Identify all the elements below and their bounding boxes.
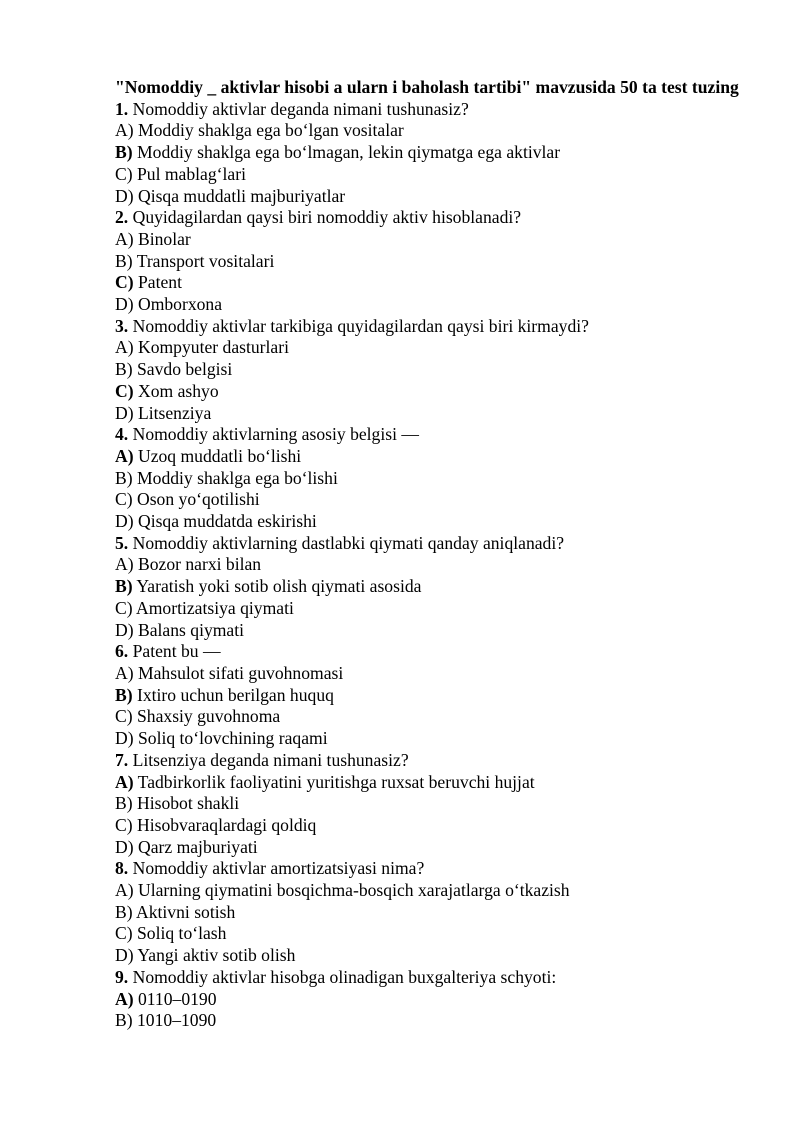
answer-option (115, 164, 755, 186)
answer-option (115, 945, 755, 967)
correct-option-key: A) (115, 988, 134, 1009)
answer-option (115, 620, 755, 642)
correct-option-key: C) (115, 272, 134, 293)
option-key: C) (115, 163, 133, 184)
option-text: Moddiy shaklga ega bo‘lgan vositalar (137, 120, 404, 141)
question-list (115, 99, 755, 1032)
option-text: Omborxona (137, 294, 223, 315)
answer-option (115, 403, 755, 425)
answer-option (115, 337, 755, 359)
question-text: Quyidagilardan qaysi biri nomoddiy aktiv hisoblanadi? (132, 207, 522, 228)
option-text: Moddiy shaklga ega bo‘lmagan, lekin qiymatga ega aktivlar (137, 142, 561, 163)
option-key: C) (115, 814, 133, 835)
answer-option (115, 772, 755, 794)
option-key: B) (115, 250, 133, 271)
option-key: A) (115, 337, 134, 358)
option-text: Yaratish yoki sotib olish qiymati asosida (136, 576, 422, 597)
question-number: 4. (115, 424, 129, 445)
option-text: 1010–1090 (137, 1010, 217, 1031)
answer-option (115, 793, 755, 815)
answer-option (115, 359, 755, 381)
answer-option (115, 989, 755, 1011)
option-text: Shaxsiy guvohnoma (137, 706, 281, 727)
option-key: A) (115, 880, 134, 901)
answer-option (115, 251, 755, 273)
option-key: B) (115, 901, 133, 922)
option-text: Litsenziya (137, 402, 212, 423)
option-key: D) (115, 728, 134, 749)
option-key: B) (115, 359, 133, 380)
option-key: B) (115, 1010, 133, 1031)
option-text: 0110–0190 (137, 988, 217, 1009)
question-text: Nomoddiy aktivlar deganda nimani tushunasiz? (132, 98, 469, 119)
question (115, 99, 755, 121)
option-key: D) (115, 402, 134, 423)
question-text: Nomoddiy aktivlar amortizatsiyasi nima? (132, 858, 425, 879)
answer-option (115, 142, 755, 164)
correct-option-key: B) (115, 576, 133, 597)
correct-option-key: C) (115, 380, 134, 401)
question-number: 6. (115, 641, 129, 662)
answer-option (115, 294, 755, 316)
answer-option (115, 685, 755, 707)
option-key: C) (115, 923, 133, 944)
question (115, 207, 755, 229)
question-text: Patent bu — (132, 641, 221, 662)
option-text: Hisobot shakli (137, 793, 240, 814)
answer-option (115, 489, 755, 511)
document-page (115, 77, 755, 1032)
option-text: Soliq to‘lash (137, 923, 227, 944)
question (115, 858, 755, 880)
question-number: 2. (115, 207, 129, 228)
answer-option (115, 576, 755, 598)
option-key: D) (115, 511, 134, 532)
option-text: Uzoq muddatli bo‘lishi (137, 445, 302, 466)
option-text: Aktivni sotish (136, 901, 236, 922)
answer-option (115, 554, 755, 576)
option-text: Hisobvaraqlardagi qoldiq (137, 814, 317, 835)
answer-option (115, 229, 755, 251)
question-text: Litsenziya deganda nimani tushunasiz? (132, 749, 409, 770)
answer-option (115, 381, 755, 403)
option-text: Transport vositalari (136, 250, 275, 271)
option-text: Qisqa muddatli majburiyatlar (137, 185, 346, 206)
question (115, 424, 755, 446)
question (115, 316, 755, 338)
option-key: C) (115, 706, 133, 727)
question (115, 750, 755, 772)
option-key: D) (115, 294, 134, 315)
question-text: Nomoddiy aktivlarning dastlabki qiymati qanday aniqlanadi? (132, 532, 565, 553)
option-text: Moddiy shaklga ega bo‘lishi (137, 467, 338, 488)
option-key: A) (115, 662, 134, 683)
option-key: D) (115, 836, 134, 857)
answer-option (115, 706, 755, 728)
question (115, 533, 755, 555)
option-text: Qarz majburiyati (137, 836, 258, 857)
answer-option (115, 511, 755, 533)
question-number: 1. (115, 98, 129, 119)
correct-option-key: B) (115, 684, 133, 705)
option-text: Xom ashyo (137, 380, 219, 401)
option-key: D) (115, 945, 134, 966)
option-key: C) (115, 489, 133, 510)
question-number: 5. (115, 532, 129, 553)
question-text: Nomoddiy aktivlar hisobga olinadigan buxgalteriya schyoti: (132, 966, 557, 987)
question (115, 641, 755, 663)
answer-option (115, 837, 755, 859)
option-text: Pul mablag‘lari (137, 163, 246, 184)
answer-option (115, 663, 755, 685)
option-text: Yangi aktiv sotib olish (137, 945, 296, 966)
answer-option (115, 186, 755, 208)
answer-option (115, 468, 755, 490)
option-text: Kompyuter dasturlari (137, 337, 289, 358)
option-key: B) (115, 467, 133, 488)
answer-option (115, 598, 755, 620)
document-title: "Nomoddiy _ aktivlar hisobi a ularn i baholash tartibi" mavzusida 50 ta test tuzing (115, 77, 739, 97)
option-text: Ixtiro uchun berilgan huquq (137, 684, 334, 705)
option-text: Tadbirkorlik faoliyatini yuritishga ruxsat beruvchi hujjat (137, 771, 535, 792)
question-text: Nomoddiy aktivlar tarkibiga quyidagilardan qaysi biri kirmaydi? (132, 315, 589, 336)
question-number: 8. (115, 858, 129, 879)
option-text: Amortizatsiya qiymati (136, 597, 294, 618)
option-key: D) (115, 185, 134, 206)
answer-option (115, 272, 755, 294)
option-key: C) (115, 597, 133, 618)
question (115, 967, 755, 989)
option-text: Mahsulot sifati guvohnomasi (137, 662, 344, 683)
answer-option (115, 446, 755, 468)
option-key: A) (115, 228, 134, 249)
option-key: D) (115, 619, 134, 640)
answer-option (115, 923, 755, 945)
question-text: Nomoddiy aktivlarning asosiy belgisi — (132, 424, 419, 445)
option-text: Patent (137, 272, 182, 293)
option-key: B) (115, 793, 133, 814)
answer-option (115, 120, 755, 142)
answer-option (115, 815, 755, 837)
answer-option (115, 880, 755, 902)
option-text: Qisqa muddatda eskirishi (137, 511, 317, 532)
question-number: 3. (115, 315, 129, 336)
option-text: Bozor narxi bilan (137, 554, 262, 575)
option-text: Binolar (137, 228, 191, 249)
correct-option-key: A) (115, 771, 134, 792)
option-key: A) (115, 554, 134, 575)
question-number: 9. (115, 966, 129, 987)
option-text: Savdo belgisi (137, 359, 233, 380)
option-text: Soliq to‘lovchining raqami (137, 728, 328, 749)
option-key: A) (115, 120, 134, 141)
answer-option (115, 1010, 755, 1032)
answer-option (115, 902, 755, 924)
question-number: 7. (115, 749, 129, 770)
option-text: Oson yo‘qotilishi (137, 489, 260, 510)
correct-option-key: B) (115, 142, 133, 163)
option-text: Ularning qiymatini bosqichma-bosqich xarajatlarga o‘tkazish (137, 880, 570, 901)
correct-option-key: A) (115, 445, 134, 466)
answer-option (115, 728, 755, 750)
option-text: Balans qiymati (137, 619, 245, 640)
